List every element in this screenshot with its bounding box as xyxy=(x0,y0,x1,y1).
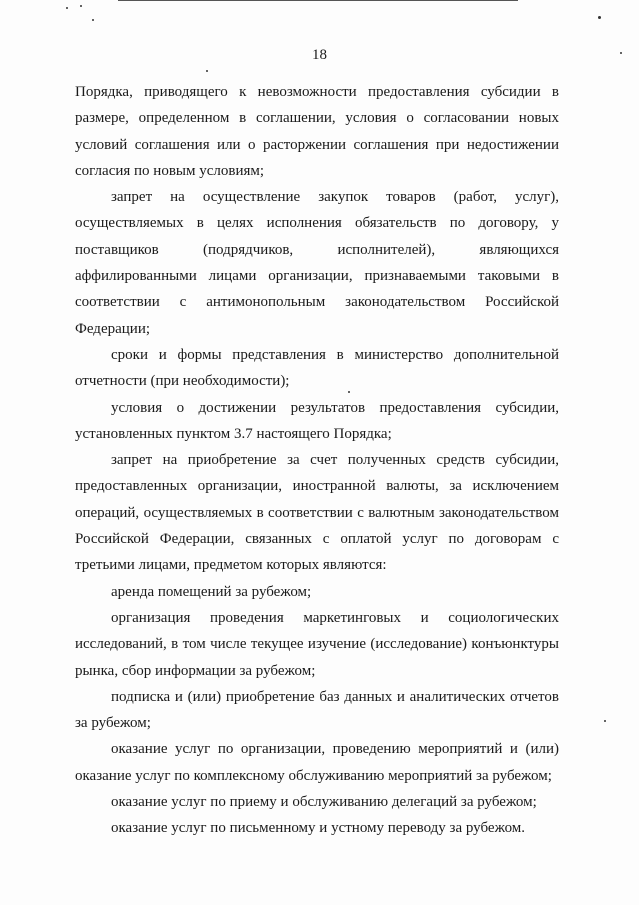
page-number: 18 xyxy=(312,47,327,63)
paragraph: оказание услуг по письменному и устному переводу за рубежом. xyxy=(111,820,526,837)
scan-speck xyxy=(80,5,82,7)
paragraph: запрет на приобретение за счет полученных средств субсидии, предоставленных организации, иностранной валюты, за исключением операций, осуществляемых в соответствии с валютным законодательством Российской Федерации, связанных с оплатой услуг по договорам с третьими лицами, предметом которых являются: xyxy=(75,452,559,574)
body-text xyxy=(75,79,559,842)
paragraph: Порядка, приводящего к невозможности предоставления субсидии в размере, определенном в соглашении, условия о согласовании новых условий соглашения или о расторжении соглашения при недостижении согласия по новым условиям; xyxy=(75,84,559,179)
scan-speck xyxy=(604,720,606,722)
scan-speck xyxy=(206,70,208,72)
scan-speck xyxy=(92,19,94,21)
paragraph: оказание услуг по приему и обслуживанию делегаций за рубежом; xyxy=(111,794,537,811)
paragraph: запрет на осуществление закупок товаров (работ, услуг), осуществляемых в целях исполнения обязательств по договору, у поставщиков (подрядчиков, исполнителей), являющихся аффилированными лицами организации, признаваемыми таковыми в соответствии с антимонопольным законодательством Российской Федерации; xyxy=(75,189,559,337)
scan-speck xyxy=(598,16,601,19)
paragraph: оказание услуг по организации, проведению мероприятий и (или) оказание услуг по комплексному обслуживанию мероприятий за рубежом; xyxy=(75,741,559,784)
scan-speck xyxy=(66,7,68,9)
paragraph: подписка и (или) приобретение баз данных и аналитических отчетов за рубежом; xyxy=(75,688,559,732)
paragraph: условия о достижении результатов предоставления субсидии, установленных пунктом 3.7 настоящего Порядка; xyxy=(75,399,559,442)
paragraph: организация проведения маркетинговых и социологических исследований, в том числе текущее изучение (исследование) конъюнктуры рынка, сбор информации за рубежом; xyxy=(75,609,559,679)
scan-edge-line xyxy=(118,0,518,1)
paragraph: сроки и формы представления в министерство дополнительной отчетности (при необходимости); xyxy=(75,346,559,390)
paragraph: аренда помещений за рубежом; xyxy=(111,583,312,600)
